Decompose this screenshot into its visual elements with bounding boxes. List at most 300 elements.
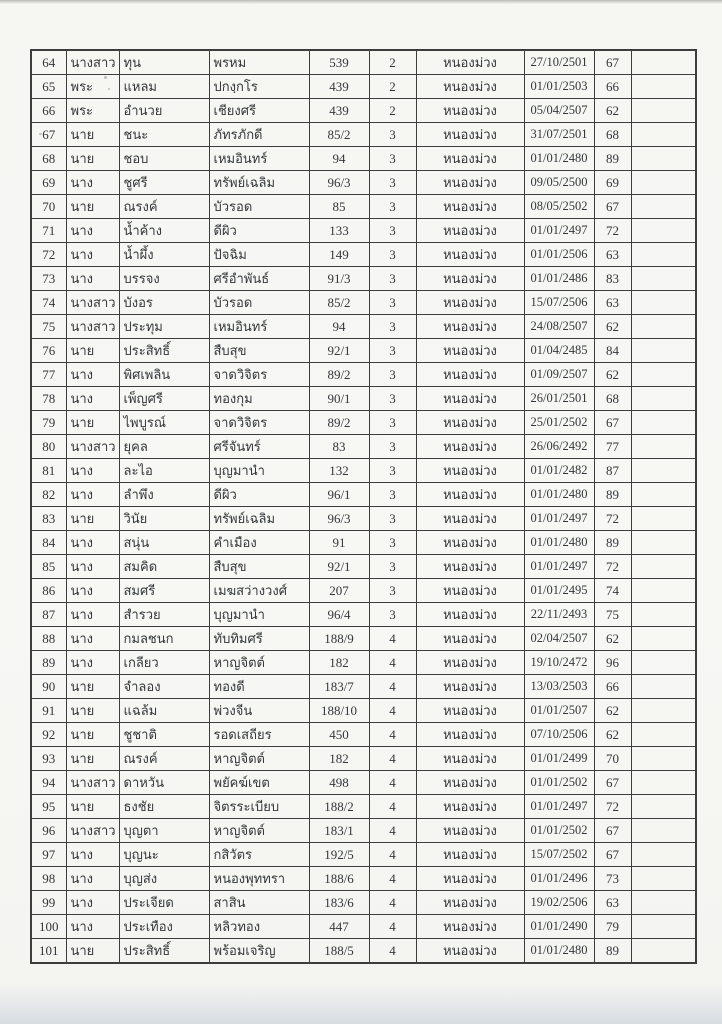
cell-birth-date: 01/01/2506 — [524, 243, 594, 267]
cell-title: นาย — [66, 507, 119, 531]
cell-title: นาย — [66, 675, 119, 699]
cell-age: 73 — [594, 867, 631, 891]
cell-age: 62 — [594, 363, 631, 387]
cell-note-empty — [631, 195, 696, 219]
table-row — [31, 363, 696, 387]
cell-row-number: 79 — [31, 411, 66, 435]
cell-first-name: ณรงค์ — [119, 747, 209, 771]
cell-last-name: สาสิน — [209, 891, 309, 915]
cell-birth-date: 01/01/2503 — [524, 75, 594, 99]
cell-village-name: หนองม่วง — [416, 243, 524, 267]
cell-village-name: หนองม่วง — [416, 651, 524, 675]
cell-first-name: ดาหวัน — [119, 771, 209, 795]
cell-last-name: เมฆสว่างวงศ์ — [209, 579, 309, 603]
resident-list-table — [30, 49, 697, 964]
cell-row-number: 78 — [31, 387, 66, 411]
cell-last-name: บุญมานำ — [209, 603, 309, 627]
cell-village-name: หนองม่วง — [416, 291, 524, 315]
table-row — [31, 531, 696, 555]
cell-house-number: 90/1 — [309, 387, 369, 411]
cell-last-name: หาญจิตต์ — [209, 819, 309, 843]
cell-age: 68 — [594, 123, 631, 147]
cell-last-name: ภัทรภักดี — [209, 123, 309, 147]
cell-first-name: ชนะ — [119, 123, 209, 147]
cell-last-name: บัวรอด — [209, 195, 309, 219]
cell-note-empty — [631, 363, 696, 387]
cell-age: 77 — [594, 435, 631, 459]
cell-village-name: หนองม่วง — [416, 171, 524, 195]
cell-title: นางสาว — [66, 771, 119, 795]
cell-note-empty — [631, 75, 696, 99]
cell-title: นาย — [66, 699, 119, 723]
cell-village-name: หนองม่วง — [416, 891, 524, 915]
cell-village-name: หนองม่วง — [416, 219, 524, 243]
cell-title: นาง — [66, 915, 119, 939]
cell-moo-number: 3 — [369, 219, 416, 243]
cell-age: 72 — [594, 555, 631, 579]
table-row — [31, 75, 696, 99]
table-row — [31, 171, 696, 195]
cell-title: พระ — [66, 75, 119, 99]
cell-age: 67 — [594, 195, 631, 219]
table-row — [31, 387, 696, 411]
cell-row-number: 98 — [31, 867, 66, 891]
cell-title: นาง — [66, 555, 119, 579]
cell-note-empty — [631, 771, 696, 795]
cell-house-number: 447 — [309, 915, 369, 939]
table-row — [31, 267, 696, 291]
cell-house-number: 149 — [309, 243, 369, 267]
cell-last-name: เหมอินทร์ — [209, 147, 309, 171]
cell-house-number: 182 — [309, 747, 369, 771]
cell-last-name: ทรัพย์เฉลิม — [209, 171, 309, 195]
cell-birth-date: 01/01/2482 — [524, 459, 594, 483]
cell-house-number: 439 — [309, 99, 369, 123]
cell-birth-date: 01/01/2480 — [524, 939, 594, 964]
cell-row-number: 74 — [31, 291, 66, 315]
cell-birth-date: 02/04/2507 — [524, 627, 594, 651]
cell-age: 96 — [594, 651, 631, 675]
table-row — [31, 243, 696, 267]
cell-village-name: หนองม่วง — [416, 123, 524, 147]
cell-first-name: ลำพึง — [119, 483, 209, 507]
cell-last-name: ทรัพย์เฉลิม — [209, 507, 309, 531]
cell-house-number: 182 — [309, 651, 369, 675]
cell-village-name: หนองม่วง — [416, 795, 524, 819]
cell-moo-number: 3 — [369, 603, 416, 627]
cell-village-name: หนองม่วง — [416, 483, 524, 507]
cell-row-number: 88 — [31, 627, 66, 651]
cell-first-name: ยุคล — [119, 435, 209, 459]
cell-last-name: บุญมานำ — [209, 459, 309, 483]
cell-title: นาง — [66, 387, 119, 411]
cell-birth-date: 01/01/2497 — [524, 795, 594, 819]
cell-row-number: 93 — [31, 747, 66, 771]
cell-house-number: 89/2 — [309, 411, 369, 435]
cell-row-number: 96 — [31, 819, 66, 843]
cell-birth-date: 01/01/2497 — [524, 555, 594, 579]
cell-title: นาง — [66, 219, 119, 243]
cell-age: 66 — [594, 75, 631, 99]
cell-moo-number: 3 — [369, 555, 416, 579]
cell-house-number: 192/5 — [309, 843, 369, 867]
cell-age: 63 — [594, 243, 631, 267]
cell-village-name: หนองม่วง — [416, 75, 524, 99]
cell-last-name: ปกงฺกโร — [209, 75, 309, 99]
cell-age: 66 — [594, 675, 631, 699]
cell-village-name: หนองม่วง — [416, 819, 524, 843]
cell-last-name: จาดวิจิตร — [209, 363, 309, 387]
cell-house-number: 92/1 — [309, 339, 369, 363]
cell-first-name: พิศเพลิน — [119, 363, 209, 387]
cell-house-number: 96/3 — [309, 507, 369, 531]
cell-note-empty — [631, 915, 696, 939]
cell-moo-number: 3 — [369, 123, 416, 147]
cell-title: นาง — [66, 867, 119, 891]
cell-note-empty — [631, 387, 696, 411]
cell-birth-date: 15/07/2502 — [524, 843, 594, 867]
cell-birth-date: 05/04/2507 — [524, 99, 594, 123]
cell-last-name: ทองดี — [209, 675, 309, 699]
cell-title: นางสาว — [66, 819, 119, 843]
table-row — [31, 291, 696, 315]
cell-first-name: สนุ่น — [119, 531, 209, 555]
cell-last-name: ปัจฉิม — [209, 243, 309, 267]
cell-moo-number: 2 — [369, 50, 416, 75]
cell-village-name: หนองม่วง — [416, 579, 524, 603]
cell-moo-number: 4 — [369, 651, 416, 675]
cell-row-number: 90 — [31, 675, 66, 699]
table-row — [31, 483, 696, 507]
cell-birth-date: 01/04/2485 — [524, 339, 594, 363]
cell-village-name: หนองม่วง — [416, 315, 524, 339]
cell-birth-date: 27/10/2501 — [524, 50, 594, 75]
cell-note-empty — [631, 627, 696, 651]
cell-house-number: 91 — [309, 531, 369, 555]
cell-last-name: จิตรระเบียบ — [209, 795, 309, 819]
table-row — [31, 939, 696, 964]
cell-village-name: หนองม่วง — [416, 699, 524, 723]
cell-note-empty — [631, 483, 696, 507]
cell-age: 87 — [594, 459, 631, 483]
cell-moo-number: 3 — [369, 147, 416, 171]
cell-birth-date: 01/01/2480 — [524, 483, 594, 507]
cell-village-name: หนองม่วง — [416, 435, 524, 459]
cell-moo-number: 4 — [369, 867, 416, 891]
cell-last-name: จาดวิจิตร — [209, 411, 309, 435]
cell-birth-date: 13/03/2503 — [524, 675, 594, 699]
cell-last-name: พยัคฆ์เขต — [209, 771, 309, 795]
cell-age: 79 — [594, 915, 631, 939]
cell-first-name: ชูชาติ — [119, 723, 209, 747]
cell-row-number: 100 — [31, 915, 66, 939]
cell-note-empty — [631, 603, 696, 627]
cell-title: นางสาว — [66, 435, 119, 459]
cell-birth-date: 25/01/2502 — [524, 411, 594, 435]
cell-row-number: 97 — [31, 843, 66, 867]
cell-first-name: น้ำค้าง — [119, 219, 209, 243]
cell-village-name: หนองม่วง — [416, 363, 524, 387]
cell-birth-date: 01/01/2502 — [524, 771, 594, 795]
cell-age: 62 — [594, 315, 631, 339]
cell-house-number: 188/10 — [309, 699, 369, 723]
cell-last-name: ทองกุม — [209, 387, 309, 411]
cell-age: 63 — [594, 291, 631, 315]
cell-birth-date: 01/09/2507 — [524, 363, 594, 387]
cell-note-empty — [631, 555, 696, 579]
table-row — [31, 459, 696, 483]
cell-house-number: 539 — [309, 50, 369, 75]
cell-last-name: ศรีจันทร์ — [209, 435, 309, 459]
cell-age: 62 — [594, 723, 631, 747]
table-row — [31, 147, 696, 171]
cell-village-name: หนองม่วง — [416, 267, 524, 291]
cell-moo-number: 3 — [369, 339, 416, 363]
table-row — [31, 843, 696, 867]
cell-note-empty — [631, 99, 696, 123]
cell-last-name: หาญจิตต์ — [209, 651, 309, 675]
cell-moo-number: 4 — [369, 747, 416, 771]
cell-last-name: ทับทิมศรี — [209, 627, 309, 651]
cell-village-name: หนองม่วง — [416, 531, 524, 555]
cell-village-name: หนองม่วง — [416, 747, 524, 771]
cell-birth-date: 01/01/2507 — [524, 699, 594, 723]
cell-first-name: บุญนะ — [119, 843, 209, 867]
cell-moo-number: 3 — [369, 195, 416, 219]
cell-house-number: 188/2 — [309, 795, 369, 819]
cell-note-empty — [631, 411, 696, 435]
cell-moo-number: 3 — [369, 363, 416, 387]
cell-house-number: 183/7 — [309, 675, 369, 699]
cell-title: นาง — [66, 603, 119, 627]
cell-row-number: 72 — [31, 243, 66, 267]
cell-note-empty — [631, 507, 696, 531]
cell-age: 75 — [594, 603, 631, 627]
cell-note-empty — [631, 339, 696, 363]
cell-first-name: ไพบูรณ์ — [119, 411, 209, 435]
cell-house-number: 96/3 — [309, 171, 369, 195]
cell-row-number: 69 — [31, 171, 66, 195]
cell-row-number: 70 — [31, 195, 66, 219]
cell-house-number: 439 — [309, 75, 369, 99]
cell-last-name: พรหม — [209, 50, 309, 75]
cell-last-name: ดีผิว — [209, 483, 309, 507]
cell-age: 70 — [594, 747, 631, 771]
cell-title: นางสาว — [66, 291, 119, 315]
cell-moo-number: 3 — [369, 171, 416, 195]
cell-row-number: 86 — [31, 579, 66, 603]
cell-row-number: 83 — [31, 507, 66, 531]
cell-village-name: หนองม่วง — [416, 915, 524, 939]
cell-note-empty — [631, 675, 696, 699]
cell-title: นาง — [66, 579, 119, 603]
cell-last-name: พร้อมเจริญ — [209, 939, 309, 964]
cell-first-name: ชอบ — [119, 147, 209, 171]
cell-moo-number: 4 — [369, 843, 416, 867]
cell-note-empty — [631, 747, 696, 771]
cell-first-name: ประเจียด — [119, 891, 209, 915]
cell-title: นาย — [66, 939, 119, 964]
cell-age: 67 — [594, 819, 631, 843]
cell-village-name: หนองม่วง — [416, 339, 524, 363]
table-row — [31, 195, 696, 219]
cell-house-number: 183/6 — [309, 891, 369, 915]
cell-title: นาย — [66, 339, 119, 363]
cell-village-name: หนองม่วง — [416, 411, 524, 435]
cell-note-empty — [631, 267, 696, 291]
cell-village-name: หนองม่วง — [416, 843, 524, 867]
cell-moo-number: 3 — [369, 507, 416, 531]
cell-moo-number: 3 — [369, 411, 416, 435]
cell-title: นาง — [66, 843, 119, 867]
cell-birth-date: 22/11/2493 — [524, 603, 594, 627]
cell-row-number: 71 — [31, 219, 66, 243]
cell-birth-date: 08/05/2502 — [524, 195, 594, 219]
cell-age: 72 — [594, 507, 631, 531]
cell-moo-number: 3 — [369, 315, 416, 339]
cell-birth-date: 01/01/2497 — [524, 507, 594, 531]
cell-age: 89 — [594, 939, 631, 964]
cell-moo-number: 4 — [369, 675, 416, 699]
cell-title: นาง — [66, 483, 119, 507]
cell-title: นาย — [66, 195, 119, 219]
cell-row-number: 89 — [31, 651, 66, 675]
cell-age: 89 — [594, 531, 631, 555]
table-row — [31, 867, 696, 891]
cell-village-name: หนองม่วง — [416, 507, 524, 531]
cell-row-number: 77 — [31, 363, 66, 387]
cell-birth-date: 26/01/2501 — [524, 387, 594, 411]
cell-row-number: 66 — [31, 99, 66, 123]
cell-village-name: หนองม่วง — [416, 147, 524, 171]
cell-last-name: เชียงศรี — [209, 99, 309, 123]
table-row — [31, 339, 696, 363]
cell-village-name: หนองม่วง — [416, 195, 524, 219]
cell-note-empty — [631, 819, 696, 843]
cell-moo-number: 2 — [369, 75, 416, 99]
cell-note-empty — [631, 531, 696, 555]
cell-first-name: ชูศรี — [119, 171, 209, 195]
cell-row-number: 80 — [31, 435, 66, 459]
cell-last-name: เหมอินทร์ — [209, 315, 309, 339]
cell-row-number: 91 — [31, 699, 66, 723]
cell-note-empty — [631, 699, 696, 723]
cell-first-name: บุญตา — [119, 819, 209, 843]
cell-last-name: รอดเสถียร — [209, 723, 309, 747]
cell-moo-number: 4 — [369, 723, 416, 747]
table-row — [31, 315, 696, 339]
cell-note-empty — [631, 291, 696, 315]
cell-note-empty — [631, 795, 696, 819]
cell-title: นาย — [66, 123, 119, 147]
cell-row-number: 95 — [31, 795, 66, 819]
cell-age: 62 — [594, 99, 631, 123]
cell-moo-number: 3 — [369, 579, 416, 603]
cell-first-name: บรรจง — [119, 267, 209, 291]
cell-title: นาง — [66, 891, 119, 915]
cell-age: 72 — [594, 219, 631, 243]
cell-first-name: สมคิด — [119, 555, 209, 579]
cell-first-name: ประสิทธิ์ — [119, 339, 209, 363]
table-row — [31, 435, 696, 459]
cell-moo-number: 4 — [369, 627, 416, 651]
table-row — [31, 699, 696, 723]
cell-title: นางสาว — [66, 315, 119, 339]
cell-title: พระ — [66, 99, 119, 123]
cell-moo-number: 3 — [369, 531, 416, 555]
cell-note-empty — [631, 171, 696, 195]
cell-first-name: ทุน — [119, 50, 209, 75]
cell-first-name: น้ำผึ้ง — [119, 243, 209, 267]
cell-village-name: หนองม่วง — [416, 459, 524, 483]
cell-title: นาย — [66, 411, 119, 435]
cell-birth-date: 01/01/2502 — [524, 819, 594, 843]
cell-village-name: หนองม่วง — [416, 50, 524, 75]
cell-house-number: 94 — [309, 315, 369, 339]
cell-house-number: 188/9 — [309, 627, 369, 651]
cell-note-empty — [631, 147, 696, 171]
cell-age: 83 — [594, 267, 631, 291]
cell-age: 67 — [594, 771, 631, 795]
cell-note-empty — [631, 579, 696, 603]
table-row — [31, 891, 696, 915]
cell-age: 67 — [594, 411, 631, 435]
cell-row-number: 73 — [31, 267, 66, 291]
cell-birth-date: 31/07/2501 — [524, 123, 594, 147]
cell-first-name: อำนวย — [119, 99, 209, 123]
cell-first-name: เพ็ญศรี — [119, 387, 209, 411]
cell-title: นาง — [66, 459, 119, 483]
table-row — [31, 795, 696, 819]
cell-last-name: หลิวทอง — [209, 915, 309, 939]
cell-birth-date: 01/01/2496 — [524, 867, 594, 891]
cell-title: นาง — [66, 627, 119, 651]
table-row — [31, 747, 696, 771]
cell-birth-date: 15/07/2506 — [524, 291, 594, 315]
table-row — [31, 123, 696, 147]
cell-age: 67 — [594, 50, 631, 75]
cell-row-number: 67 — [31, 123, 66, 147]
cell-first-name: ละไอ — [119, 459, 209, 483]
cell-row-number: 94 — [31, 771, 66, 795]
cell-note-empty — [631, 843, 696, 867]
cell-house-number: 91/3 — [309, 267, 369, 291]
cell-moo-number: 4 — [369, 771, 416, 795]
cell-birth-date: 01/01/2490 — [524, 915, 594, 939]
cell-note-empty — [631, 891, 696, 915]
cell-first-name: ประสิทธิ์ — [119, 939, 209, 964]
cell-note-empty — [631, 459, 696, 483]
cell-note-empty — [631, 939, 696, 964]
cell-row-number: 64 — [31, 50, 66, 75]
table-row — [31, 579, 696, 603]
cell-village-name: หนองม่วง — [416, 603, 524, 627]
cell-first-name: จำลอง — [119, 675, 209, 699]
cell-note-empty — [631, 315, 696, 339]
cell-last-name: กสิวัตร — [209, 843, 309, 867]
cell-row-number: 81 — [31, 459, 66, 483]
cell-house-number: 96/4 — [309, 603, 369, 627]
cell-house-number: 89/2 — [309, 363, 369, 387]
cell-birth-date: 19/10/2472 — [524, 651, 594, 675]
cell-title: นาย — [66, 723, 119, 747]
cell-title: นาง — [66, 363, 119, 387]
cell-row-number: 82 — [31, 483, 66, 507]
cell-birth-date: 01/01/2480 — [524, 531, 594, 555]
cell-title: นาง — [66, 267, 119, 291]
cell-first-name: ธงชัย — [119, 795, 209, 819]
cell-village-name: หนองม่วง — [416, 867, 524, 891]
